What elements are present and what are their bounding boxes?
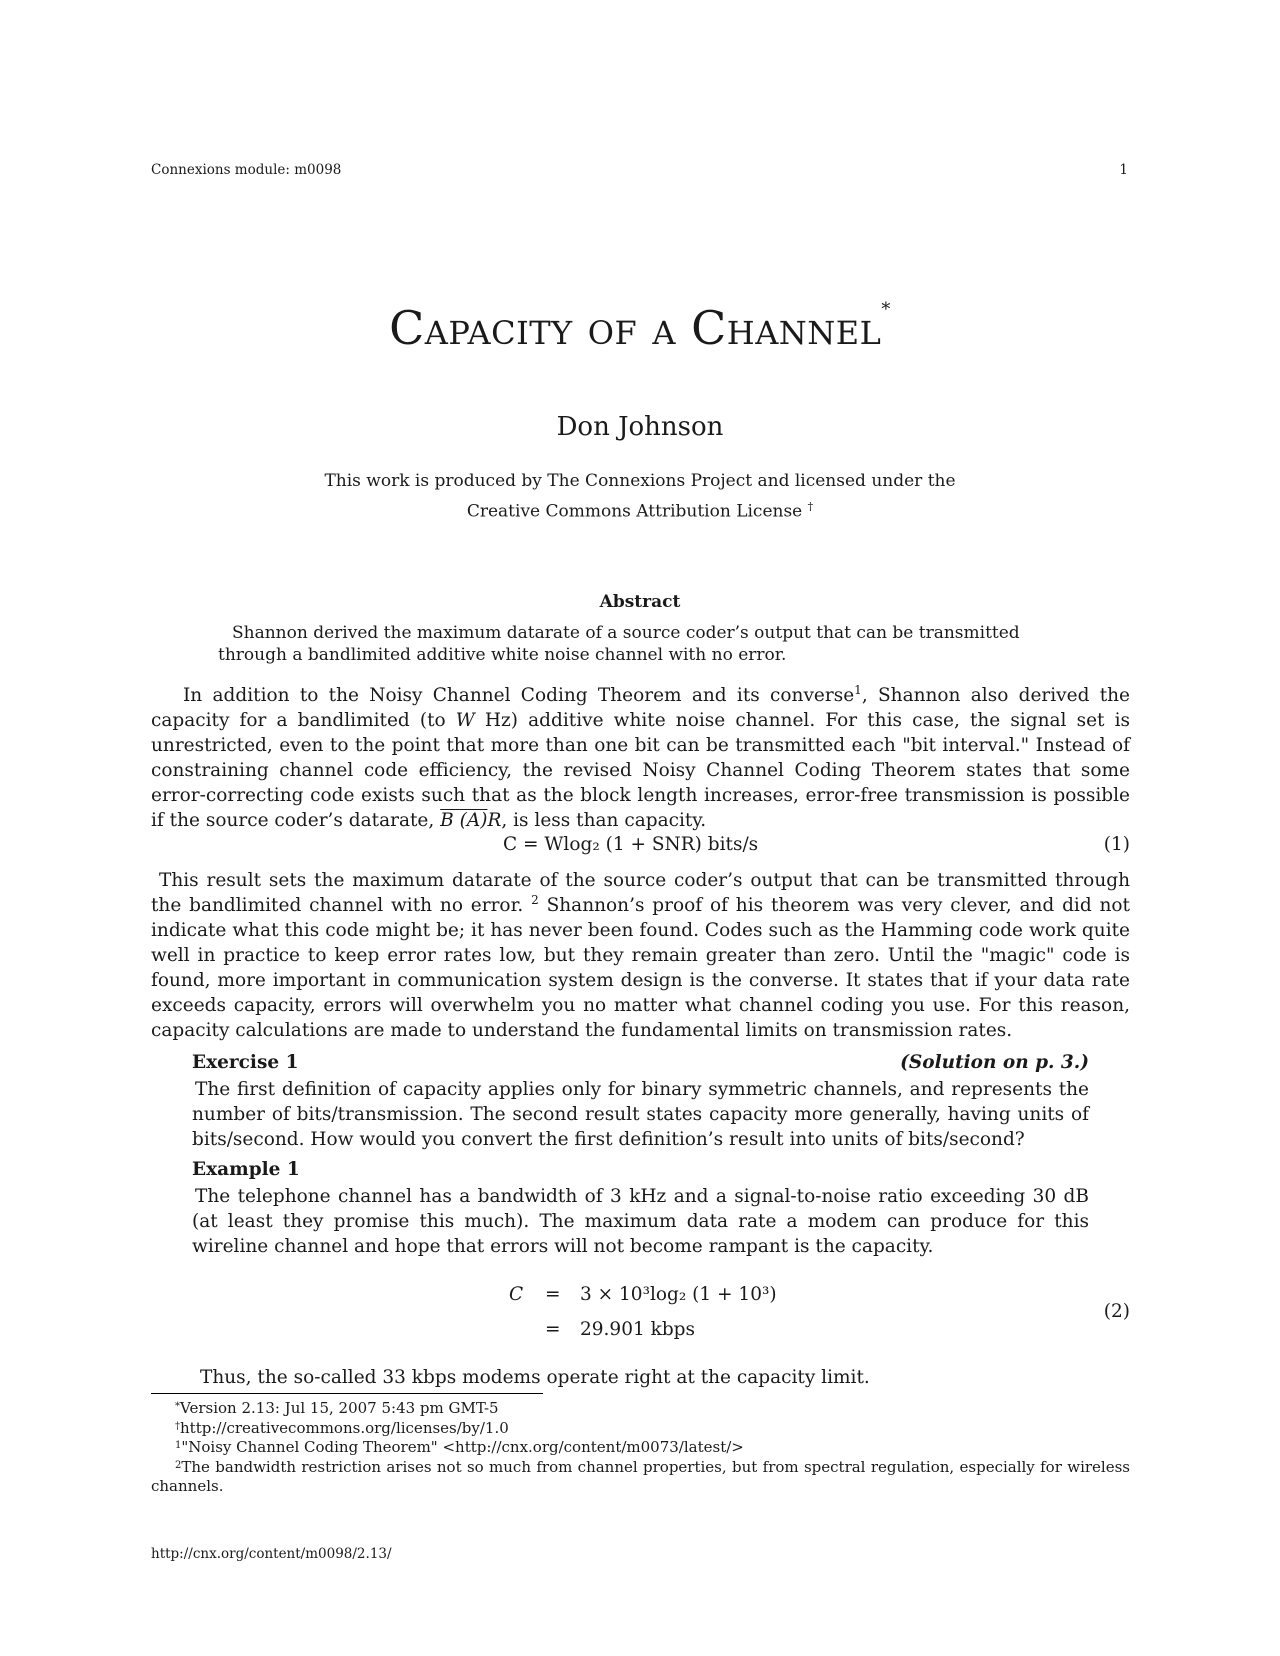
paragraph-2	[151, 868, 1130, 1043]
footnote-mark: †	[175, 1420, 180, 1432]
equation-2-lhs: C	[509, 1284, 524, 1305]
para1-text-a: In addition to the Noisy Channel Coding Theorem and its converse	[183, 685, 855, 706]
footnote-2	[151, 1458, 1130, 1497]
equation-2-equals-2: =	[545, 1319, 561, 1340]
var-w: W	[455, 710, 475, 731]
para1-text-b: , Shannon also derived the capacity for a bandlimited (to	[151, 685, 1130, 731]
para2-text-b: Shannon’s proof of his theorem was very clever, and did not indicate what this code might be; it has never been found. Codes such as the Hamming code work quite well in practice to keep error rates low, but they remain greater than zero. Until the "magic" code is found, more important in communication system design is the converse. It states that if your data rate exceeds capacity, errors will overwhelm you no matter what channel coding you use. For this reason, capacity calculations are made to understand the fundamental limits on transmission rates.	[151, 895, 1130, 1041]
closing-sentence: Thus, the so-called 33 kbps modems operate right at the capacity limit.	[200, 1367, 870, 1388]
footnote-text: Version 2.13: Jul 15, 2007 5:43 pm GMT-5	[180, 1399, 499, 1417]
solution-link[interactable]: (Solution on p. 3.)	[900, 1052, 1089, 1073]
example-heading: Example 1	[192, 1159, 300, 1180]
para1-text-c: Hz) additive white noise channel. For this case, the signal set is unrestricted, even to the point that more than one bit can be transmitted each "bit interval." Instead of constraining channel code efficiency, the revised Noisy Channel Coding Theorem states that some error-correcting code exists such that as the block length increases, error-free transmission is possible if the source coder’s datarate,	[151, 710, 1130, 831]
footnote-ref-2[interactable]: 2	[531, 892, 539, 907]
equation-2-line-2: 29.901 kbps	[580, 1319, 696, 1340]
exercise-text: The first definition of capacity applies only for binary symmetric channels, and represents the number of bits/transmission. The second result states capacity more generally, having units of bits/second. How would you convert the first definition’s result into units of bits/second?	[192, 1079, 1089, 1150]
abstract-heading: Abstract	[599, 592, 681, 612]
title-text: Capacity of a Channel	[389, 301, 882, 355]
paragraph-1	[151, 683, 1130, 833]
para1-text-d: , is less than capacity.	[501, 810, 707, 831]
license-statement	[0, 468, 1280, 525]
footnote-link[interactable]: "Noisy Channel Coding Theorem" <http://cnx.org/content/m0073/latest/>	[181, 1438, 744, 1456]
license-line-1: This work is produced by The Connexions Project and licensed under the	[324, 471, 956, 491]
equation-1: C = Wlog₂ (1 + SNR) bits/s	[503, 834, 759, 855]
footnote-text: The bandwidth restriction arises not so much from channel properties, but from spectral regulation, especially for wireless channels.	[151, 1457, 1130, 1495]
equation-1-number: (1)	[1103, 834, 1130, 855]
title-footnote-mark: *	[881, 299, 891, 320]
footnote-link[interactable]: http://creativecommons.org/licenses/by/1.0	[180, 1418, 509, 1437]
author: Don Johnson	[556, 412, 724, 442]
license-footnote-mark: †	[807, 500, 814, 513]
para2-text-a: This result sets the maximum datarate of the source coder’s output that can be transmitted through the bandlimited channel with no error.	[151, 870, 1130, 916]
footnotes	[151, 1399, 1130, 1497]
page-title	[0, 299, 1280, 355]
license-link-text: Creative Commons Attribution License	[466, 501, 803, 522]
footer-url[interactable]: http://cnx.org/content/m0098/2.13/	[151, 1546, 392, 1562]
footnote-mark: 1	[175, 1440, 182, 1451]
license-line-2	[0, 494, 1280, 525]
footnote-mark: 2	[175, 1459, 182, 1471]
var-r: R	[487, 810, 502, 831]
footnote-license	[151, 1419, 1130, 1439]
exercise-heading: Exercise 1	[192, 1052, 299, 1073]
example-text: The telephone channel has a bandwidth of 3 kHz and a signal-to-noise ratio exceeding 30 dB (at least they promise this much). The maximum data rate a modem can produce for this wireline channel and hope that errors will not become rampant is the capacity.	[192, 1186, 1089, 1257]
footnote-divider	[151, 1393, 543, 1394]
equation-2-number: (2)	[1103, 1301, 1130, 1322]
running-header: Connexions module: m0098	[151, 162, 342, 178]
footnote-1	[151, 1438, 1130, 1458]
datarate-symbol: B (A)	[440, 810, 488, 831]
page-number: 1	[1119, 162, 1128, 178]
footnote-ref-1[interactable]: 1	[854, 682, 862, 697]
footnote-mark: *	[175, 1401, 180, 1412]
footnote-version	[151, 1399, 1130, 1419]
equation-2-line-1: 3 × 10³log₂ (1 + 10³)	[580, 1284, 777, 1305]
equation-2-equals-1: =	[545, 1284, 561, 1305]
abstract-text: Shannon derived the maximum datarate of a source coder’s output that can be transmitted through a bandlimited additive white noise channel with no error.	[218, 623, 1020, 665]
